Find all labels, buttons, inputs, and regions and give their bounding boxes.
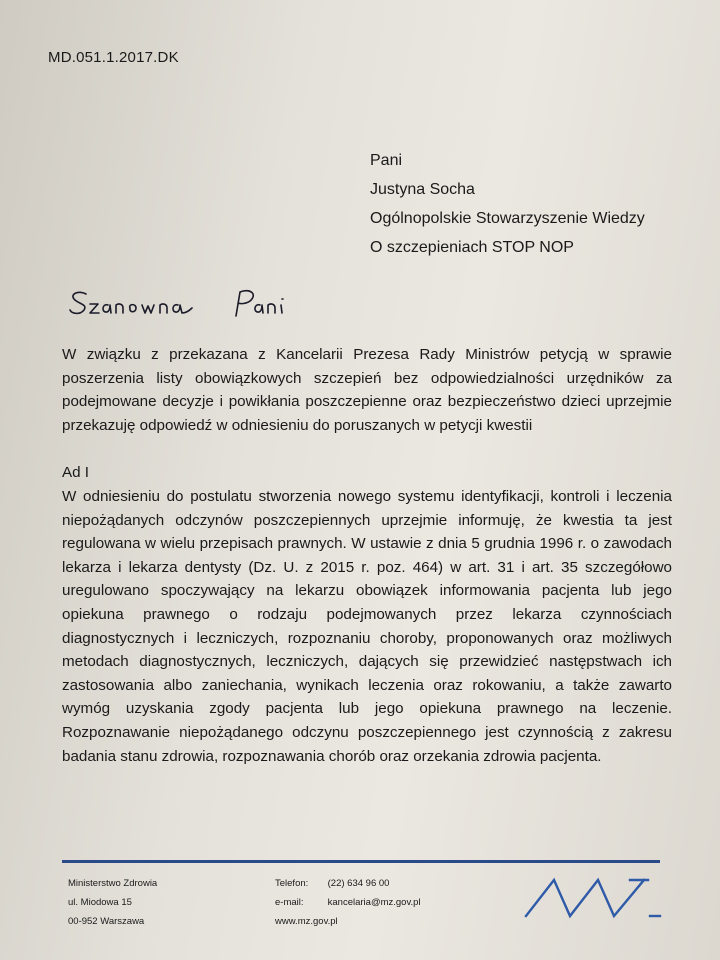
footer-divider [62, 860, 660, 863]
addressee-line: Ogólnopolskie Stowarzyszenie Wiedzy [370, 210, 645, 227]
phone-value: (22) 634 96 00 [327, 878, 390, 889]
footer-street: ul. Miodowa 15 [68, 897, 132, 908]
phone-label: Telefon: [275, 878, 309, 889]
addressee-block [370, 146, 645, 262]
letter-body [62, 343, 672, 768]
footer-org-name: Ministerstwo Zdrowia [68, 878, 158, 889]
section-paragraph: W odniesieniu do postulatu stworzenia nowego systemu identyfikacji, kontroli i leczenia niepożądanych odczynów poszczepiennych uprzejmie informuję, że kwestia ta jest regulowana w wielu przepisach prawnych. W ustawie z dnia 5 grudnia 1996 r. o zawodach lekarza i lekarza dentysty (Dz. U. z 2015 r. poz. 464) w art. 31 i art. 35 szczegółowo uregulowano spoczywający na lekarzu obowiązek informowania pacjenta lub jego opiekuna prawnego o rodzaju podejmowanych przez lekarza czynnościach diagnostycznych i leczniczych, rozpoznaniu choroby, proponowanych oraz możliwych metodach diagnostycznych, leczniczych, dających się przewidzieć następstwach ich zastosowania albo zaniechania, wynikach leczenia oraz rokowaniu, a także zawarto wymóg uzyskania zgody pacjenta lub jego opiekuna prawnego na leczenie. Rozpoznawanie niepożądanego odczynu poszczepiennego jest czynnością z zakresu badania stanu zdrowia, rozpoznawania chorób oraz orzekania zdrowia pacjenta. [62, 487, 672, 765]
addressee-line: Justyna Socha [370, 181, 475, 198]
email-label: e-mail: [275, 897, 304, 908]
reference-number: MD.051.1.2017.DK [48, 49, 179, 66]
email-link[interactable]: kancelaria@mz.gov.pl [327, 897, 421, 908]
intro-paragraph: W związku z przekazana z Kancelarii Prezesa Rady Ministrów petycją w sprawie poszerzenia listy obowiązkowych szczepień bez odpowiedzialności urzędników za podejmowane decyzje i powikłania poszczepienne oraz bezpieczeństwo dzieci uprzejmie przekazuję odpowiedź w odniesieniu do poruszanych w petycji kwestii [62, 346, 672, 434]
website-link[interactable]: www.mz.gov.pl [275, 916, 338, 927]
handwritten-salutation [68, 284, 328, 324]
footer-contact [275, 874, 421, 931]
footer-address [68, 874, 157, 931]
ministry-logo [520, 872, 670, 922]
addressee-line: O szczepieniach STOP NOP [370, 239, 574, 256]
section-heading: Ad I [62, 464, 90, 482]
footer-city: 00-952 Warszawa [68, 916, 145, 927]
addressee-line: Pani [370, 152, 403, 169]
